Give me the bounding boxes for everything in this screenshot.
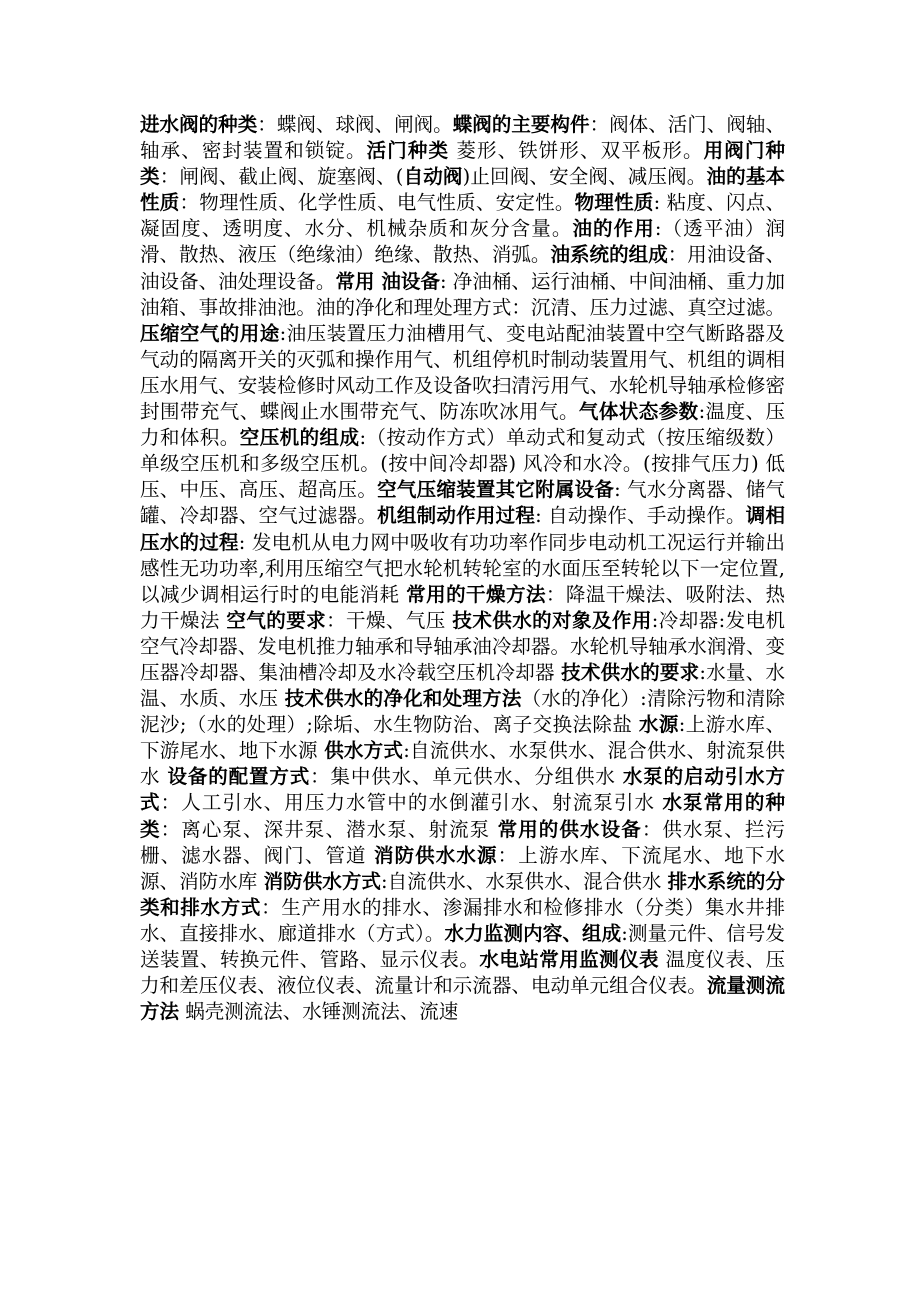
term-heading: 活门种类 [366,139,450,163]
term-heading: 空气的要求 [226,608,327,632]
term-description: :上游水库、下游尾水、地下水源 [140,713,785,763]
term-heading: 自动阀 [403,165,463,189]
term-heading: 油系统的组成 [550,243,668,267]
term-description: （水的净化）:清除污物和清除泥沙;（水的处理）;除垢、水生物防治、离子交换法除盐 [140,687,785,737]
term-description: ：人工引水、用压力水管中的水倒灌引水、射流泵引水 [160,791,663,815]
term-description: ：离心泵、深井泵、潜水泵、射流泵 [160,817,498,841]
term-heading: 水泵的启动引水方式 [140,765,785,815]
term-heading: 常用的供水设备 [497,817,642,841]
term-heading: 排水系统的分类和排水方式 [140,869,785,919]
term-heading: 消防供水方式 [263,869,381,893]
term-description: : 粘度、闪点、凝固度、透明度、水分、机械杂质和灰分含量。 [140,191,785,241]
term-heading: 气体状态参数 [578,400,699,424]
term-heading: 物理性质 [574,191,654,215]
term-heading: 水泵常用的种类 [140,791,785,841]
term-description: : 净油桶、运行油桶、中间油桶、重力加油箱、事故排油池。油的净化和理处理方式：沉清、压力过滤、真空过滤。 [140,269,785,319]
term-description: : 自动操作、手动操作。 [535,504,746,528]
term-description: 温度仪表、压力和差压仪表、液位仪表、流量计和示流器、电动单元组合仪表。 [140,948,785,998]
term-heading: 空压机的组成 [239,426,360,450]
term-heading: 蝶阀的主要构件 [452,113,590,136]
term-description: : 发电机从电力网中吸收有功功率作同步电动机工况运行并输出感性无功功率,利用压缩空气把水轮机转轮室的水面压至转轮以下一定位置,以减少调相运行时的电能消耗 [140,530,785,606]
term-heading: 油的基本性质 [140,165,785,215]
term-description: :（按动作方式）单动式和复动式（按压缩级数）单级空压机和多级空压机。(按中间冷却器) 风冷和水冷。(按排气压力) 低压、中压、高压、超高压。 [140,426,785,502]
term-description: :测量元件、信号发送装置、转换元件、管路、显示仪表。 [140,921,785,971]
term-description: :水量、水温、水质、水压 [140,660,785,711]
term-description: ：生产用水的排水、渗漏排水和检修排水（分类）集水井排水、直接排水、廊道排水（方式）。 [140,895,785,945]
term-heading: 机组制动作用过程 [377,504,536,528]
term-description: 菱形、铁饼形、双平板形。 [449,139,704,163]
term-heading: 常用 油设备 [335,269,440,293]
term-description: 蜗壳测流法、水锤测流法、流速 [179,1000,459,1024]
term-description: ：集中供水、单元供水、分组供水 [310,765,623,789]
term-heading: 技术供水的对象及作用 [452,608,652,632]
term-heading: 流量测流方法 [140,974,785,1024]
term-description: :（透平油）润滑、散热、液压（绝缘油）绝缘、散热、消弧。 [140,217,785,267]
term-description: ：用油设备、 油设备、油处理设备。 [140,243,785,293]
term-heading: 水电站常用监测仪表 [479,948,660,971]
term-heading: 空气压缩装置其它附属设备 [377,478,615,502]
term-description: ：物理性质、化学性质、电气性质、安定性。 [179,191,575,215]
term-heading: 技术供水的净化和处理方法 [284,687,522,711]
term-description: ：蝶阀、球阀、闸阀。 [257,113,453,136]
term-heading: 用阀门种类 [140,139,785,189]
document-paragraph [140,112,785,1025]
term-description: :冷却器:发电机空气冷却器、发电机推力轴承和导轴承油冷却器。水轮机导轴承水润滑、变压器冷却器、集油槽冷却及水冷载空压机冷却器 [140,608,785,684]
term-heading: 技术供水的要求 [561,660,700,684]
term-description: ：阀体、活门、阀轴、轴承、密封装置和锁锭。 [140,113,785,163]
term-heading: 水力监测内容、组成 [444,921,622,945]
term-heading: 水源 [638,713,679,737]
term-description: )止回阀、安全阀、减压阀。 [462,165,707,189]
term-heading: 压缩空气的用途 [140,321,280,345]
term-description: ：上游水库、下流尾水、地下水源、消防水库 [140,843,785,893]
term-description: :自流供水、水泵供水、混合供水、射流泵供水 [140,739,785,789]
term-heading: 供水方式 [324,739,404,763]
term-description: ：闸阀、截止阀、旋塞阀、( [159,165,404,189]
term-heading: 调相压水的过程 [140,504,785,554]
term-description: :自流供水、水泵供水、混合供水 [380,869,668,893]
term-description: ：干燥、气压 [326,608,453,632]
term-heading: 油的作用 [572,217,655,241]
term-heading: 消防供水水源 [373,843,498,867]
term-description: ：降温干燥法、吸附法、热力干燥法 [140,582,785,632]
term-description: :油压装置压力油槽用气、变电站配油装置中空气断路器及气动的隔离开关的灭弧和操作用气、机组停机时制动装置用气、机组的调相压水用气、安装检修时风动工作及设备吹扫清污用气、水轮机导轴承检修密封围带充气、蝶阀止水围带充气、防冻吹冰用气。 [140,321,785,424]
term-heading: 常用的干燥方法 [406,582,546,606]
term-description: :温度、压力和体积。 [140,400,785,450]
term-heading: 设备的配置方式 [167,765,311,789]
term-heading: 进水阀的种类 [140,113,258,136]
document-page [140,112,785,1025]
term-description: : 气水分离器、储气罐、冷却器、空气过滤器。 [140,478,785,528]
term-description: ：供水泵、拦污栅、滤水器、阀门、管道 [140,817,785,867]
